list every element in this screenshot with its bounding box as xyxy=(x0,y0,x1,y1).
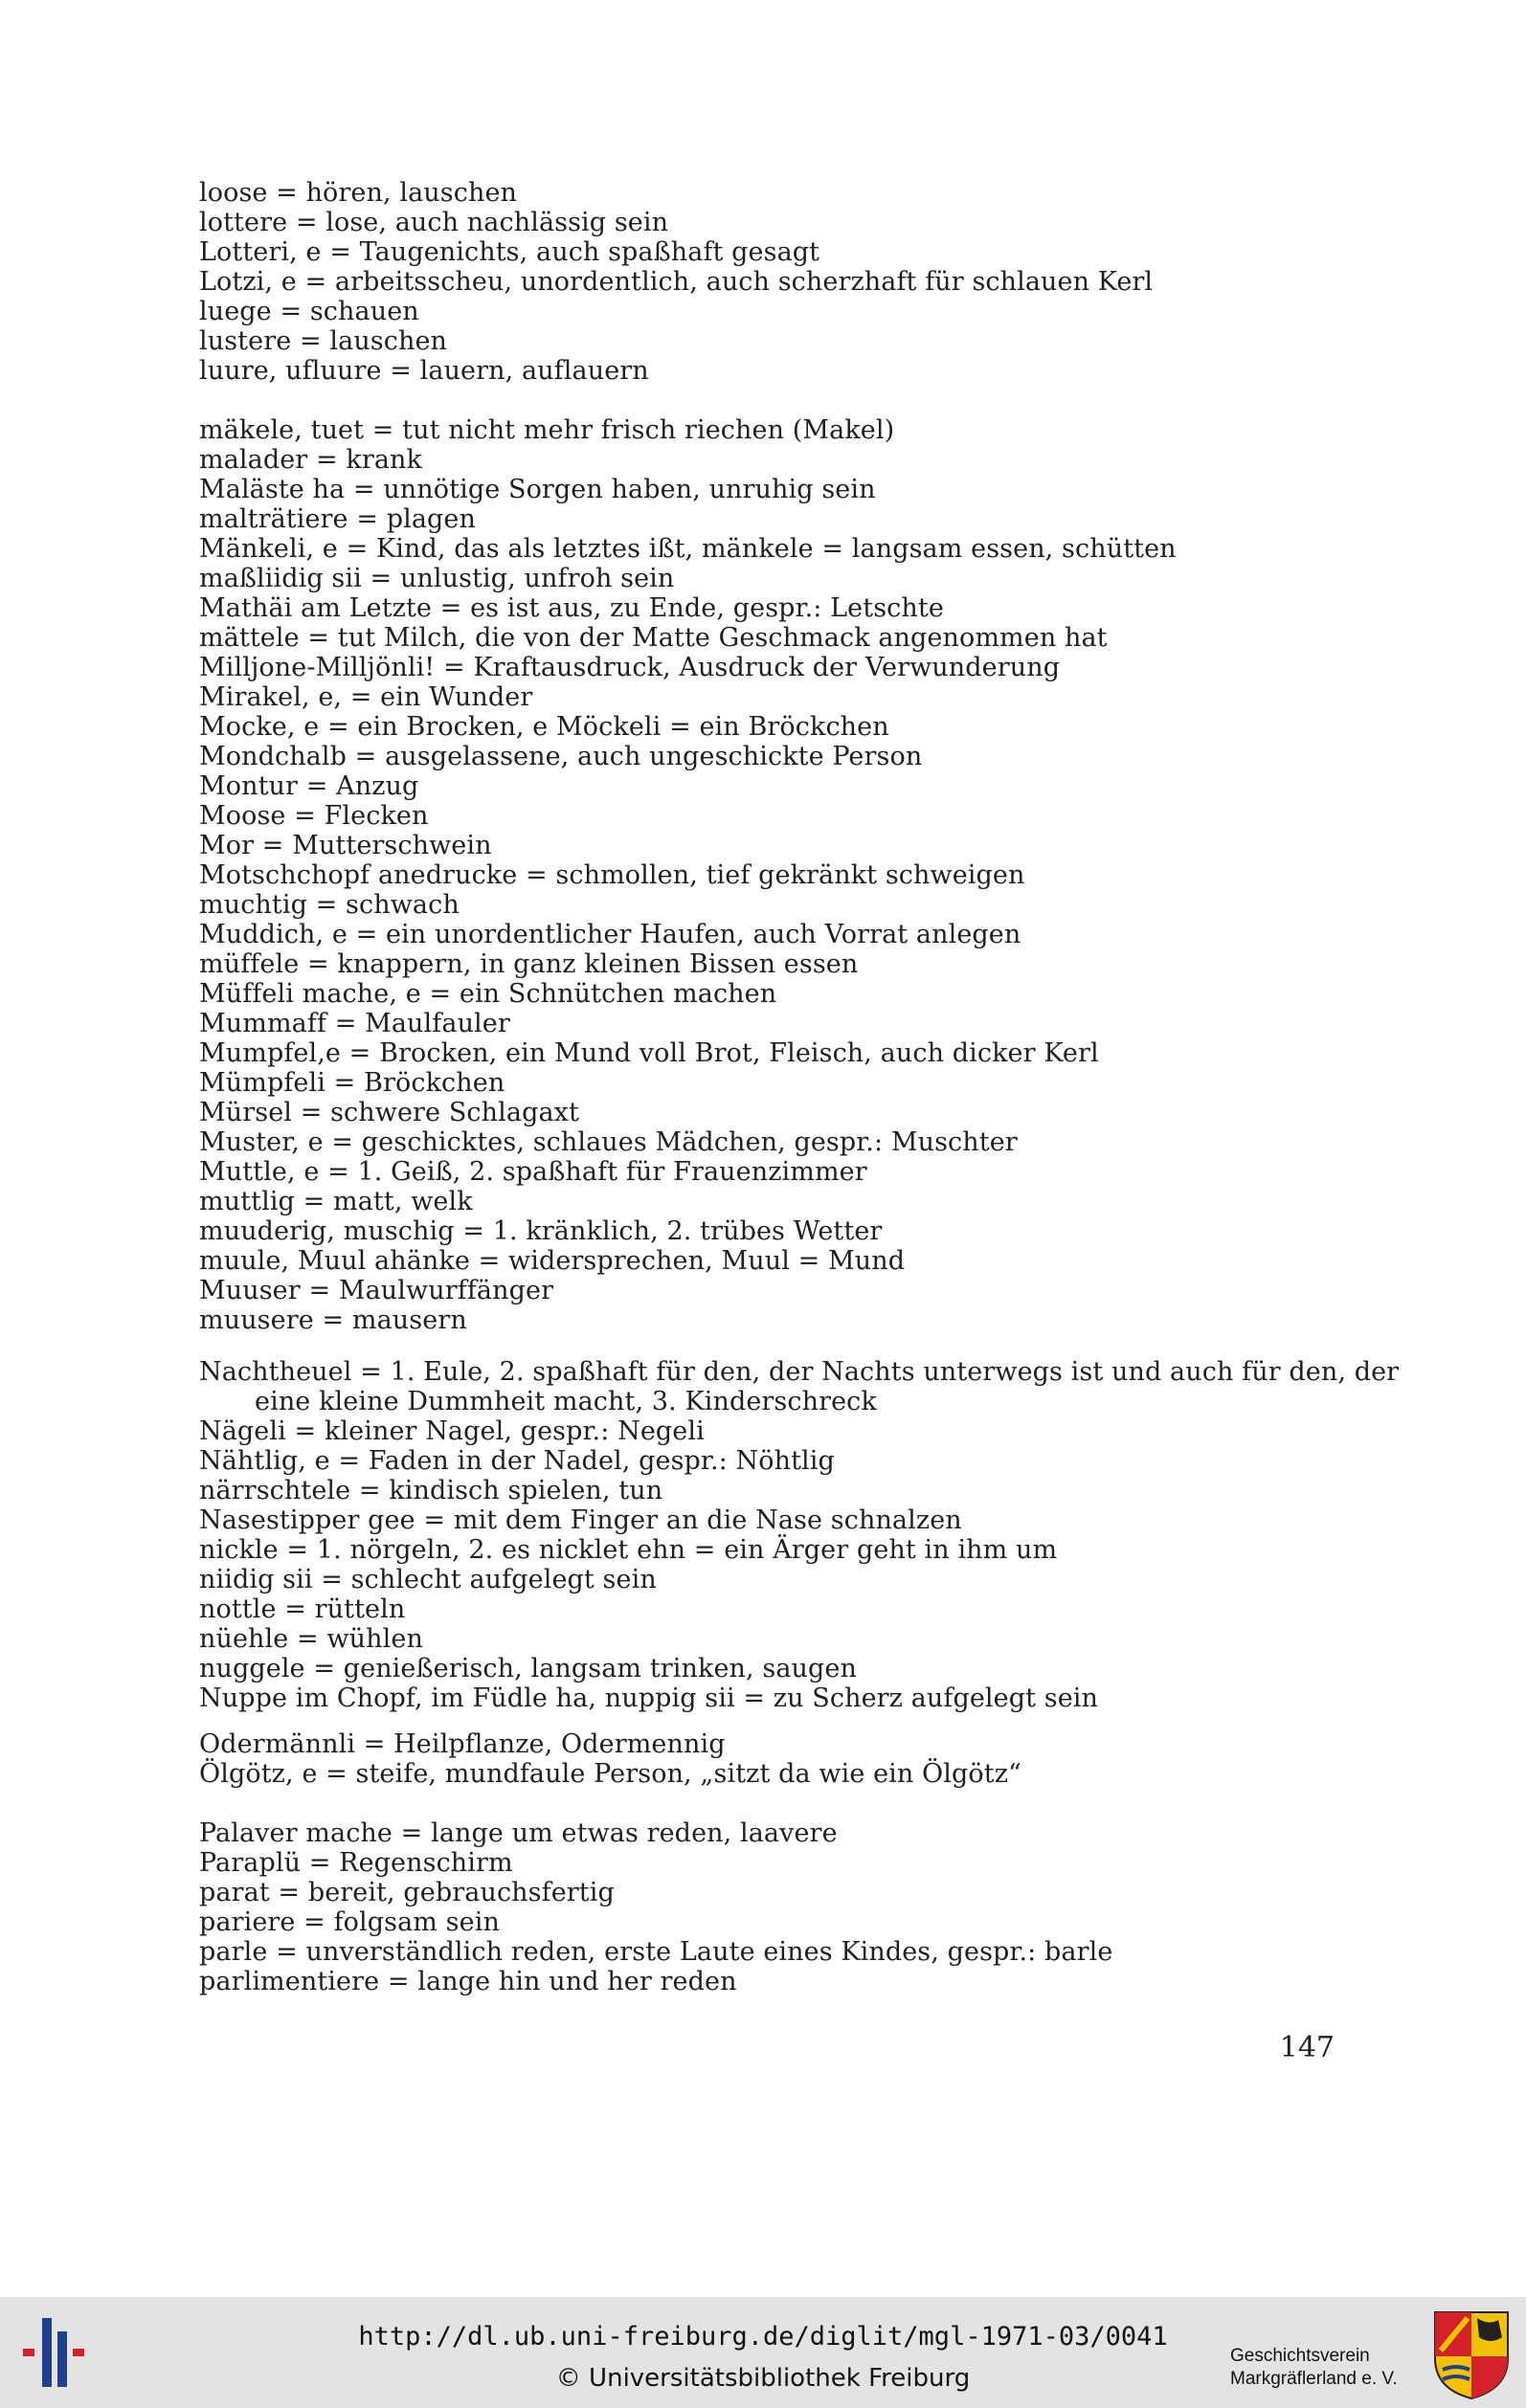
society-name[interactable] xyxy=(1230,2345,1398,2391)
entry: nuggele = genießerisch, langsam trinken, saugen xyxy=(199,1654,857,1683)
entry: muule, Muul ahänke = widersprechen, Muul = Mund xyxy=(199,1246,906,1276)
entry: Muttle, e = 1. Geiß, 2. spaßhaft für Frauenzimmer xyxy=(199,1157,867,1187)
entry: Milljone-Milljönli! = Kraftausdruck, Ausdruck der Verwunderung xyxy=(199,653,1061,682)
entries-n xyxy=(199,1357,1400,1713)
entry: Odermännli = Heilpflanze, Odermennig xyxy=(199,1729,726,1759)
entry: muusere = mausern xyxy=(199,1305,467,1335)
entry: Müffeli mache, e = ein Schnütchen machen xyxy=(199,979,777,1009)
entry: malader = krank xyxy=(199,445,423,475)
entry: närrschtele = kindisch spielen, tun xyxy=(199,1476,663,1505)
entry: nottle = rütteln xyxy=(199,1594,406,1624)
entry: mäkele, tuet = tut nicht mehr frisch riechen (Makel) xyxy=(199,415,895,445)
entry: muttlig = matt, welk xyxy=(199,1187,473,1216)
entry: Nuppe im Chopf, im Füdle ha, nuppig sii = zu Scherz aufgelegt sein xyxy=(199,1683,1099,1713)
entry: Lotzi, e = arbeitsscheu, unordentlich, auch scherzhaft für schlauen Kerl xyxy=(199,267,1154,297)
entry: Mocke, e = ein Brocken, e Möckeli = ein Bröckchen xyxy=(199,712,889,742)
entry: Moose = Flecken xyxy=(199,801,429,831)
entry: Mathäi am Letzte = es ist aus, zu Ende, gespr.: Letschte xyxy=(199,593,944,623)
entry: nüehle = wühlen xyxy=(199,1624,423,1654)
entry: Muster, e = geschicktes, schlaues Mädchen, gespr.: Muschter xyxy=(199,1127,1018,1157)
entry: maßliidig sii = unlustig, unfroh sein xyxy=(199,564,675,593)
entry: Nasestipper gee = mit dem Finger an die Nase schnalzen xyxy=(199,1505,962,1535)
entry: Paraplü = Regenschirm xyxy=(199,1848,513,1878)
entry: Mumpfel,e = Brocken, ein Mund voll Brot, Fleisch, auch dicker Kerl xyxy=(199,1038,1099,1068)
entry: loose = hören, lauschen xyxy=(199,178,518,208)
entry: lottere = lose, auch nachlässig sein xyxy=(199,208,669,237)
entry: Nachtheuel = 1. Eule, 2. spaßhaft für den, der Nachts unterwegs ist und auch für den, der xyxy=(199,1357,1400,1387)
copyright-notice: © Universitätsbibliothek Freiburg xyxy=(555,2364,971,2393)
entry: Mänkeli, e = Kind, das als letztes ißt, mänkele = langsam essen, schütten xyxy=(199,534,1177,564)
entry: Nähtlig, e = Faden in der Nadel, gespr.: Nöhtlig xyxy=(199,1446,835,1476)
entry: luure, ufluure = lauern, auflauern xyxy=(199,356,649,386)
viewer-footer xyxy=(0,2297,1526,2408)
entries-o xyxy=(199,1729,1348,1789)
society-name-line-2: Markgräflerland e. V. xyxy=(1230,2369,1398,2389)
entry: niidig sii = schlecht aufgelegt sein xyxy=(199,1565,657,1594)
entries-m xyxy=(199,415,1348,1335)
permalink[interactable]: http://dl.ub.uni-freiburg.de/diglit/mgl-1971-03/0041 xyxy=(358,2322,1168,2352)
entries-p xyxy=(199,1818,1348,1996)
entries-l xyxy=(199,178,1348,386)
entry: Motschchopf anedrucke = schmollen, tief gekränkt schweigen xyxy=(199,860,1025,890)
entry: muuderig, muschig = 1. kränklich, 2. trübes Wetter xyxy=(199,1216,883,1246)
entry: Mummaff = Maulfauler xyxy=(199,1009,510,1038)
entry: Mümpfeli = Bröckchen xyxy=(199,1068,505,1098)
entry-continuation: eine kleine Dummheit macht, 3. Kinderschreck xyxy=(255,1387,877,1416)
entry: Maläste ha = unnötige Sorgen haben, unruhig sein xyxy=(199,475,876,504)
entry: Mor = Mutterschwein xyxy=(199,831,492,860)
entry: parle = unverständlich reden, erste Laute eines Kindes, gespr.: barle xyxy=(199,1937,1113,1967)
entry: nickle = 1. nörgeln, 2. es nicklet ehn = ein Ärger geht in ihm um xyxy=(199,1535,1058,1565)
society-name-line-1: Geschichtsverein xyxy=(1230,2346,1370,2366)
entry: Montur = Anzug xyxy=(199,771,419,801)
entry: Muddich, e = ein unordentlicher Haufen, auch Vorrat anlegen xyxy=(199,920,1021,949)
entry: parat = bereit, gebrauchsfertig xyxy=(199,1878,615,1907)
entry: Muuser = Maulwurffänger xyxy=(199,1276,554,1305)
entry: malträtiere = plagen xyxy=(199,504,476,534)
entry: lustere = lauschen xyxy=(199,326,448,356)
entry: luege = schauen xyxy=(199,297,419,326)
entry: muchtig = schwach xyxy=(199,890,460,920)
page-number: 147 xyxy=(1279,2031,1335,2064)
entry: Mondchalb = ausgelassene, auch ungeschickte Person xyxy=(199,742,923,771)
entry: Mirakel, e, = ein Wunder xyxy=(199,682,533,712)
entry: parlimentiere = lange hin und her reden xyxy=(199,1967,737,1996)
entry: pariere = folgsam sein xyxy=(199,1907,500,1937)
entry: Mürsel = schwere Schlagaxt xyxy=(199,1098,579,1127)
entry: Ölgötz, e = steife, mundfaule Person, „sitzt da wie ein Ölgötz“ xyxy=(199,1759,1021,1789)
entry: Nägeli = kleiner Nagel, gespr.: Negeli xyxy=(199,1416,705,1446)
entry: mättele = tut Milch, die von der Matte Geschmack angenommen hat xyxy=(199,623,1108,653)
entry: Lotteri, e = Taugenichts, auch spaßhaft gesagt xyxy=(199,237,820,267)
entry: Palaver mache = lange um etwas reden, laavere xyxy=(199,1818,838,1848)
coat-of-arms-icon[interactable] xyxy=(1431,2308,1512,2400)
entry: müffele = knappern, in ganz kleinen Bissen essen xyxy=(199,949,859,979)
